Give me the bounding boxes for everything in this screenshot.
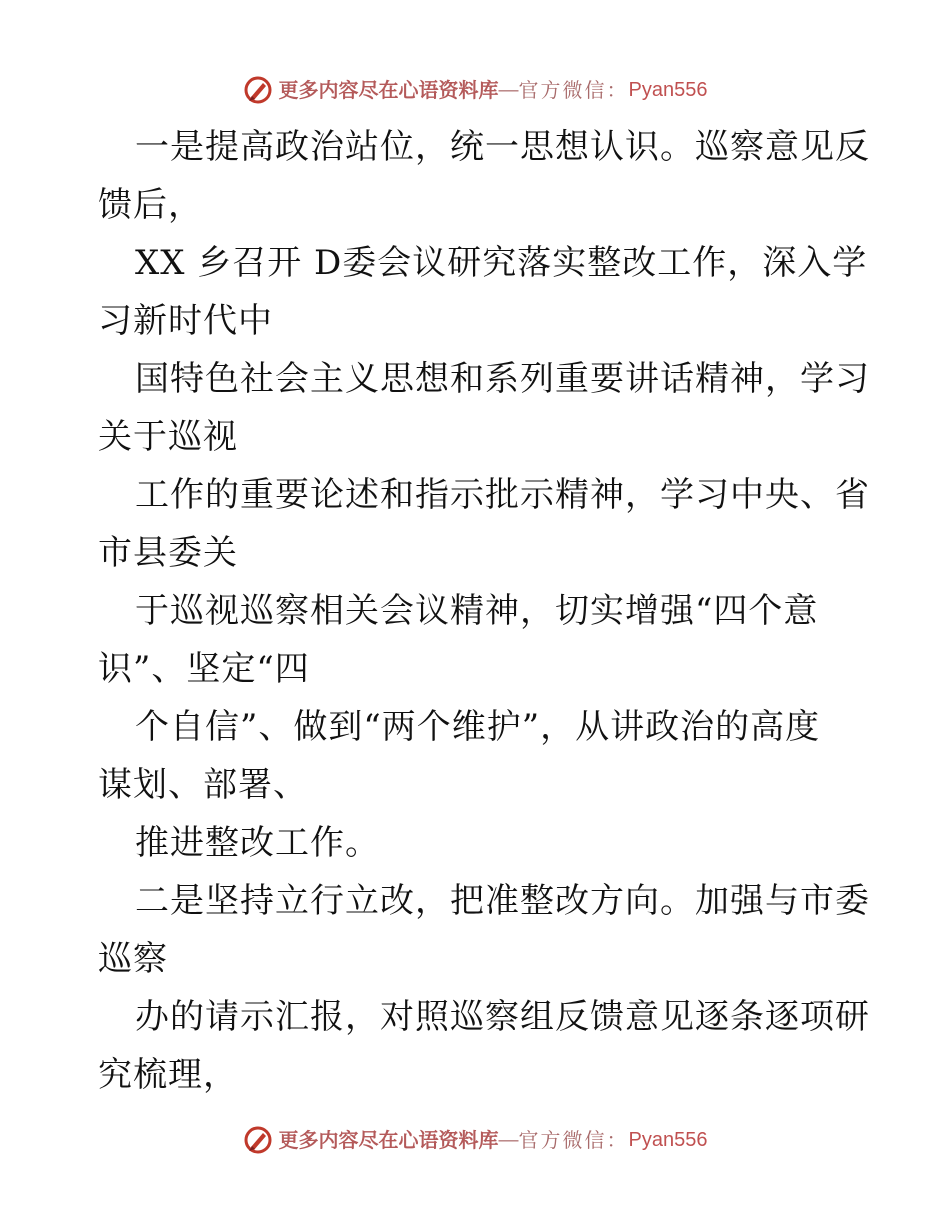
text-line: 推进整改工作。 <box>135 823 380 863</box>
banner-wechat-id: Pyan556 <box>628 1129 708 1151</box>
text-line: 馈后， <box>98 185 203 225</box>
banner-slogan: 更多内容尽在心语资料库 <box>278 1128 499 1152</box>
text-line: 巡察 <box>98 939 168 979</box>
text-line: 一是提高政治站位，统一思想认识。巡察意见反 <box>135 127 870 167</box>
banner-official-label: 官方微信： <box>518 1128 629 1152</box>
banner-dash: — <box>498 79 519 101</box>
text-line: 工作的重要论述和指示批示精神，学习中央、省 <box>135 475 870 515</box>
text-line: 习新时代中 <box>98 301 273 341</box>
banner-dash: — <box>498 1129 519 1151</box>
header-banner <box>0 72 950 108</box>
text-line: XX 乡召开 D委会议研究落实整改工作，深入学 <box>135 243 868 283</box>
text-line: 办的请示汇报，对照巡察组反馈意见逐条逐项研 <box>135 997 870 1037</box>
banner-wechat-id: Pyan556 <box>628 79 708 101</box>
pen-logo-icon <box>243 75 273 105</box>
text-line: 个自信”、做到“两个维护”，从讲政治的高度 <box>135 707 821 747</box>
text-line: 市县委关 <box>98 533 238 573</box>
footer-banner <box>0 1122 950 1158</box>
text-line: 国特色社会主义思想和系列重要讲话精神，学习 <box>135 359 870 399</box>
text-line: 谋划、部署、 <box>98 765 308 805</box>
text-line: 二是坚持立行立改，把准整改方向。加强与市委 <box>135 881 870 921</box>
text-line: 于巡视巡察相关会议精神，切实增强“四个意 <box>135 591 819 631</box>
banner-slogan: 更多内容尽在心语资料库 <box>278 78 499 102</box>
pen-logo-icon <box>243 1125 273 1155</box>
banner-official-label: 官方微信： <box>518 78 629 102</box>
text-line: 关于巡视 <box>98 417 238 457</box>
document-body <box>98 118 870 1104</box>
text-line: 究梳理， <box>98 1055 238 1095</box>
text-line: 识”、坚定“四 <box>98 649 310 689</box>
